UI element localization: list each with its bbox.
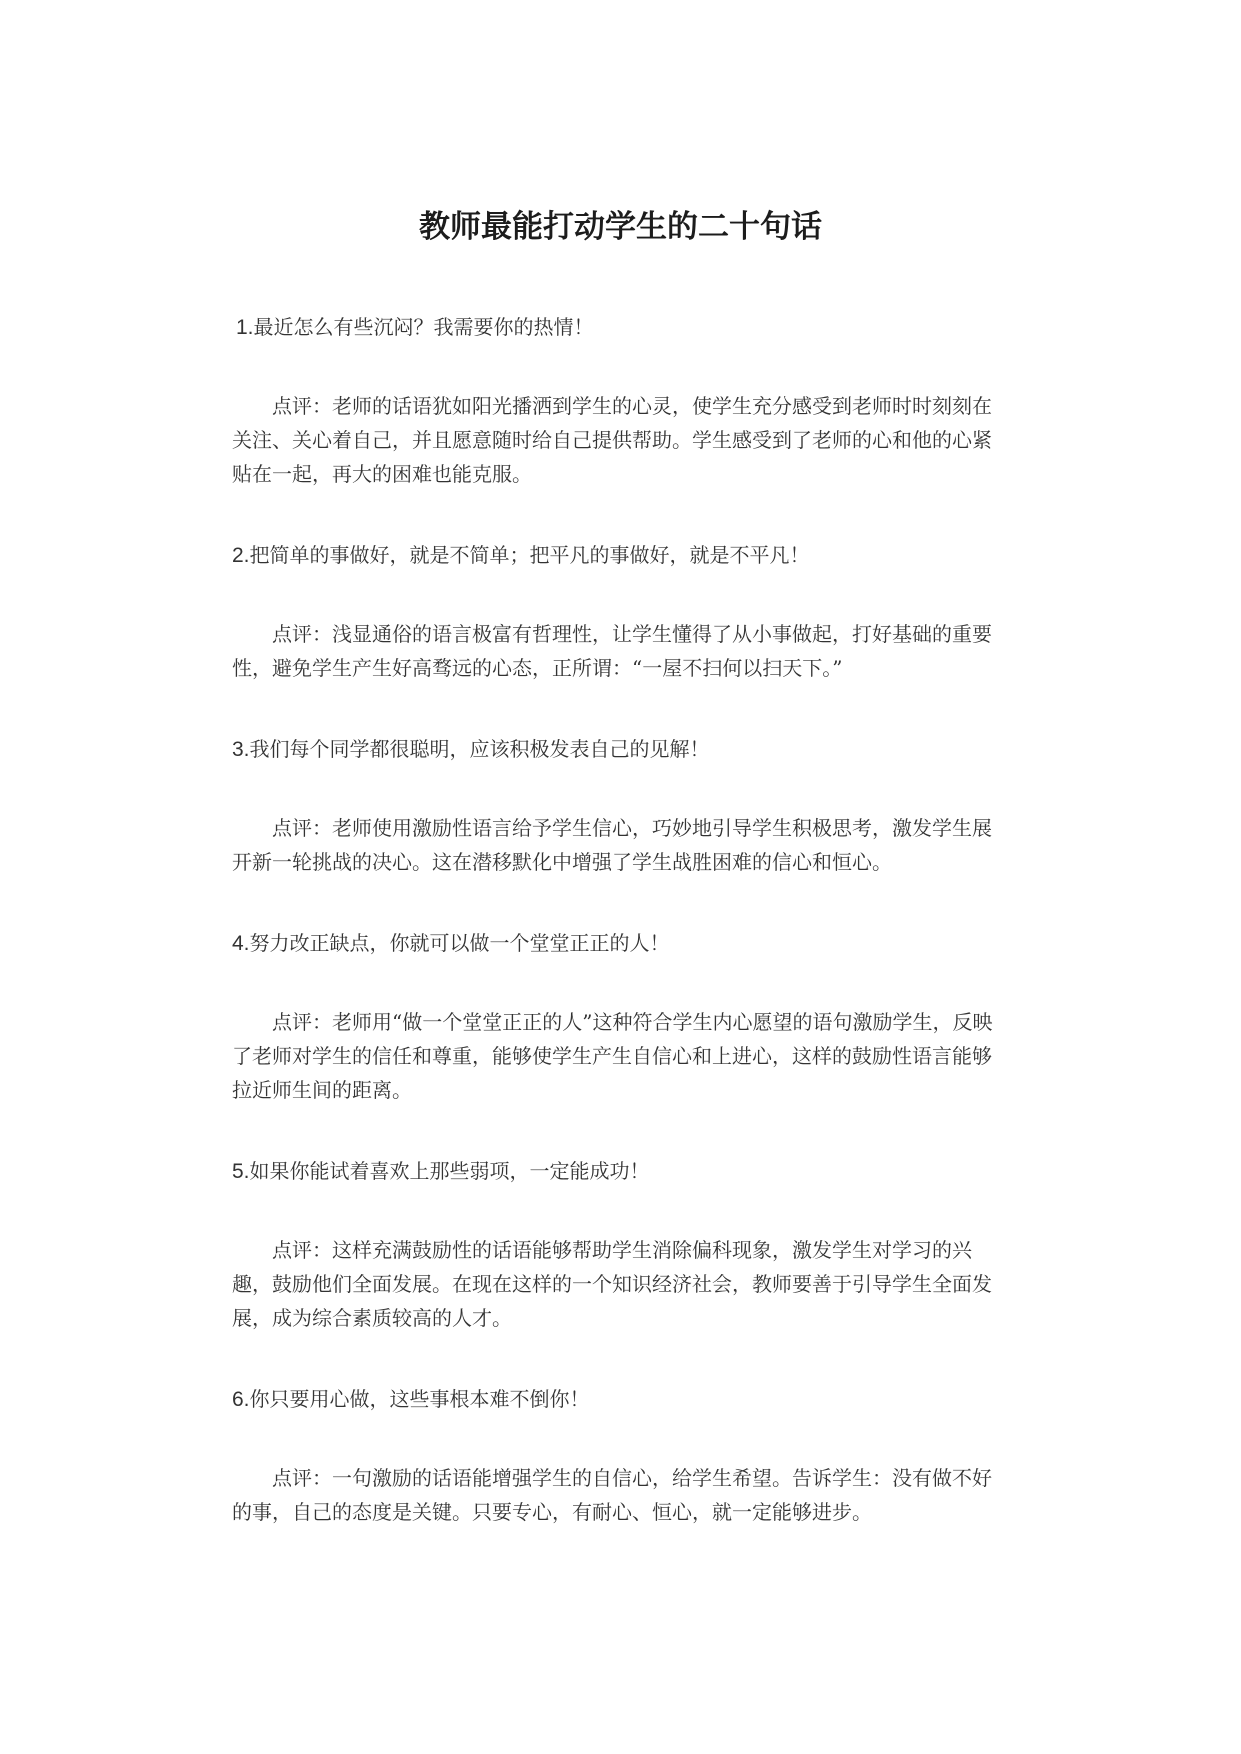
item-sentence-text: 把简单的事做好，就是不简单；把平凡的事做好，就是不平凡！ (249, 543, 810, 567)
item-comment: 点评：老师用“做一个堂堂正正的人”这种符合学生内心愿望的语句激励学生，反映了老师对学生的信任和尊重，能够使学生产生自信心和上进心，这样的鼓励性语言能够拉近师生间的距离。 (232, 1010, 993, 1102)
item-number: 5. (232, 1160, 250, 1183)
item-number: 2. (232, 544, 250, 567)
item-sentence-text: 努力改正缺点，你就可以做一个堂堂正正的人！ (249, 931, 670, 955)
item-comment: 点评：这样充满鼓励性的话语能够帮助学生消除偏科现象，激发学生对学习的兴趣，鼓励他们全面发展。在现在这样的一个知识经济社会，教师要善于引导学生全面发展，成为综合素质较高的人才。 (232, 1238, 992, 1330)
document-title: 教师最能打动学生的二十句话 (419, 209, 822, 245)
item-sentence (232, 310, 1002, 345)
item-comment: 点评：老师使用激励性语言给予学生信心，巧妙地引导学生积极思考，激发学生展开新一轮挑战的决心。这在潜移默化中增强了学生战胜困难的信心和恒心。 (232, 816, 992, 874)
item-sentence-text: 最近怎么有些沉闷？我需要你的热情！ (253, 315, 594, 339)
document-body (232, 310, 1002, 1529)
item-number: 3. (232, 738, 250, 761)
item-sentence (232, 538, 1002, 573)
item-sentence-text: 我们每个同学都很聪明，应该积极发表自己的见解！ (249, 737, 710, 761)
item-sentence-text: 你只要用心做，这些事根本难不倒你！ (249, 1387, 590, 1411)
item-sentence (232, 1382, 1002, 1417)
item-number: 4. (232, 932, 250, 955)
item-comment: 点评：浅显通俗的语言极富有哲理性，让学生懂得了从小事做起，打好基础的重要性，避免学生产生好高骛远的心态，正所谓：“一屋不扫何以扫天下。” (232, 622, 992, 680)
item-sentence (232, 1154, 1002, 1189)
item-number: 6. (232, 1388, 250, 1411)
item-sentence-text: 如果你能试着喜欢上那些弱项，一定能成功！ (249, 1159, 650, 1183)
item-sentence (232, 926, 1002, 961)
item-comment: 点评：老师的话语犹如阳光播洒到学生的心灵，使学生充分感受到老师时时刻刻在关注、关心着自己，并且愿意随时给自己提供帮助。学生感受到了老师的心和他的心紧贴在一起，再大的困难也能克服。 (232, 394, 992, 486)
item-comment: 点评：一句激励的话语能增强学生的自信心，给学生希望。告诉学生：没有做不好的事，自己的态度是关键。只要专心，有耐心、恒心，就一定能够进步。 (232, 1466, 992, 1524)
item-sentence (232, 732, 1002, 767)
item-number: 1. (236, 316, 254, 339)
